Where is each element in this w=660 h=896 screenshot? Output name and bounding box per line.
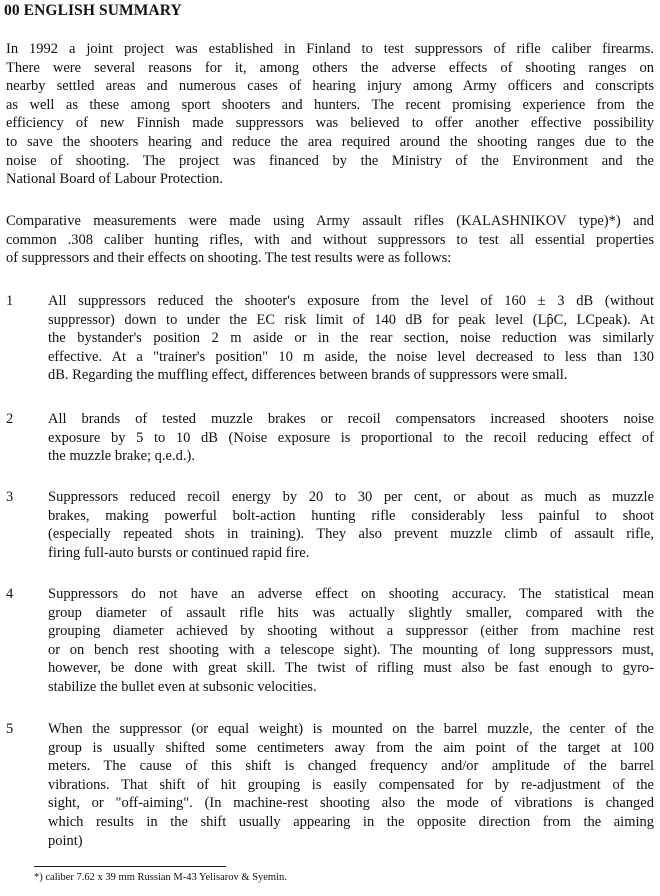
text-line: In 1992 a joint project was established in Finland to test suppressors of rifle caliber firearms.	[6, 41, 654, 57]
item-number: 2	[6, 411, 14, 427]
text-line: exposure by 5 to 10 dB (Noise exposure is proportional to the recoil reducing effect of	[48, 429, 654, 446]
text-line: noise of shooting. The project was financed by the Ministry of the Environment and the	[6, 152, 654, 169]
item-number: 4	[6, 586, 14, 602]
text-line: of suppressors and their effects on shooting. The test results were as follows:	[6, 250, 452, 267]
text-line: Suppressors reduced recoil energy by 20 to 30 per cent, or about as much as muzzle	[48, 489, 654, 505]
text-line: Suppressors do not have an adverse effect on shooting accuracy. The statistical mean	[48, 586, 654, 602]
text-line: grouping diameter achieved by shooting without a suppressor (either from machine rest	[48, 623, 654, 640]
text-line: as well as these among sport shooters and hunters. The recent promising experience from the	[6, 96, 654, 113]
comparative-paragraph	[6, 212, 654, 268]
text-line: efficiency of new Finnish made suppressors was believed to offer another effective possibility	[6, 115, 654, 132]
text-line: There were several reasons for it, among others the adverse effects of shooting ranges on	[6, 59, 654, 76]
footnote-divider	[34, 866, 226, 867]
text-line: to save the shooters hearing and reduce the area required around the shooting ranges due to the	[6, 133, 654, 150]
item-text	[48, 720, 654, 850]
text-line: the bystander's position 2 m aside or in the rear section, noise reduction was similarly	[48, 330, 654, 347]
text-line: suppressor) down to under the EC risk limit of 140 dB for peak level (Lp̂C, LCpeak). At	[48, 311, 654, 328]
text-line: or on bench rest shooting with a telescope sight). The mounting of long suppressors must,	[48, 641, 654, 658]
item-text	[48, 585, 654, 697]
item-number: 5	[6, 721, 14, 737]
text-line: Comparative measurements were made using Army assault rifles (KALASHNIKOV type)*) and	[6, 213, 654, 229]
text-line: common .308 caliber hunting rifles, with and without suppressors to test all essential properties	[6, 231, 654, 248]
text-line: group diameter of assault rifle hits was actually slightly smaller, compared with the	[48, 604, 654, 621]
text-line: the muzzle brake; q.e.d.).	[48, 448, 195, 465]
text-line: meters. The cause of this shift is changed frequency and/or amplitude of the barrel	[48, 758, 654, 775]
text-line: firing full-auto bursts or continued rapid fire.	[48, 544, 310, 561]
text-line: sight, or "off-aiming". (In machine-rest shooting also the mode of vibrations is changed	[48, 795, 654, 812]
text-line: effective. At a "trainer's position" 10 m aside, the noise level decreased to less than 130	[48, 348, 654, 365]
text-line: point)	[48, 832, 83, 849]
text-line: vibrations. That shift of hit grouping is easily compensated for by re-adjustment of the	[48, 776, 654, 793]
text-line: stabilize the bullet even at subsonic velocities.	[48, 678, 317, 695]
text-line: National Board of Labour Protection.	[6, 171, 224, 188]
text-line: however, be done with great skill. The twist of rifling must also be fast enough to gyro-	[48, 660, 654, 677]
item-number: 3	[6, 489, 14, 505]
text-line: All suppressors reduced the shooter's exposure from the level of 160 ± 3 dB (without	[48, 293, 654, 309]
item-text	[48, 410, 654, 466]
text-line: group is usually shifted some centimeters away from the aim point of the target at 100	[48, 739, 654, 756]
text-line: All brands of tested muzzle brakes or recoil compensators increased shooters noise	[48, 411, 654, 427]
text-line: nearby settled areas and numerous cases of hearing injury among Army officers and conscripts	[6, 78, 654, 95]
text-line: which results in the shift usually appearing in the opposite direction from the aiming	[48, 813, 654, 830]
footnote: *) caliber 7.62 x 39 mm Russian M-43 Yelisarov & Syemin.	[34, 872, 287, 883]
item-text	[48, 292, 654, 385]
text-line: dB. Regarding the muffling effect, differences between brands of suppressors were small.	[48, 367, 568, 384]
text-line: (especially repeated shots in training). They also prevent muzzle climb of assault rifle,	[48, 526, 654, 543]
text-line: brakes, making powerful bolt-action hunting rifle considerably less painful to shoot	[48, 507, 654, 524]
item-number: 1	[6, 293, 14, 309]
item-text	[48, 488, 654, 562]
text-line: When the suppressor (or equal weight) is mounted on the barrel muzzle, the center of the	[48, 721, 654, 737]
intro-paragraph	[6, 40, 654, 189]
section-heading: 00 ENGLISH SUMMARY	[4, 2, 182, 19]
